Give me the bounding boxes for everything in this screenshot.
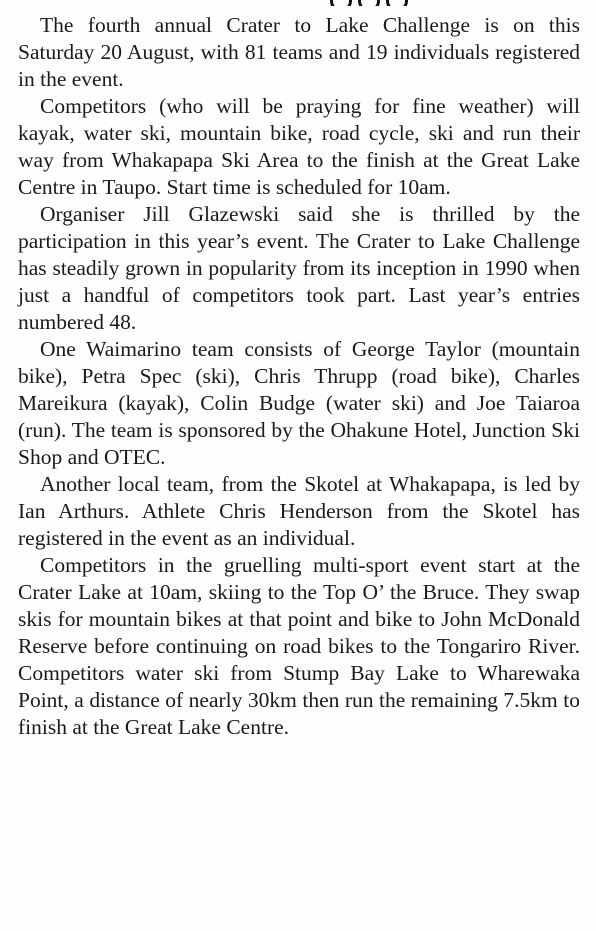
headline-letter-fragment xyxy=(386,0,408,6)
paragraph-disciplines: Competitors (who will be praying for fine weather) will kayak, water ski, mountain bike, road cycle, ski and run their way from Whakapapa Ski Area to the finish at the Great Lake Centre in Taupo. Start time is scheduled for 10am. xyxy=(18,94,580,199)
paragraph-organiser: Organiser Jill Glazewski said she is thrilled by the participation in this year’s event. The Crater to Lake Challenge has steadily grown in popularity from its inception in 1990 when just a handful of competitors took part. Last year’s entries numbered 48. xyxy=(18,202,580,334)
paragraph-course: Competitors in the gruelling multi-sport event start at the Crater Lake at 10am, skiing to the Top O’ the Bruce. They swap skis for mountain bikes at that point and bike to John McDonald Reserve before continuing on road bikes to the Tongariro River. Competitors water ski from Stump Bay Lake to Wharewaka Point, a distance of nearly 30km then run the remaining 7.5km to finish at the Great Lake Centre. xyxy=(18,553,580,739)
headline-letter-fragment xyxy=(358,0,380,6)
paragraph-skotel-team: Another local team, from the Skotel at Whakapapa, is led by Ian Arthurs. Athlete Chris Henderson from the Skotel has registered in the event as an individual. xyxy=(18,472,580,550)
paragraph-intro: The fourth annual Crater to Lake Challenge is on this Saturday 20 August, with 81 teams and 19 individuals registered in the event. xyxy=(18,13,580,91)
cropped-headline-fragment xyxy=(330,0,480,6)
headline-letter-fragment xyxy=(330,0,352,6)
paragraph-waimarino-team: One Waimarino team consists of George Taylor (mountain bike), Petra Spec (ski), Chris Thrupp (road bike), Charles Mareikura (kayak), Colin Budge (water ski) and Joe Taiaroa (run). The team is sponsored by the Ohakune Hotel, Junction Ski Shop and OTEC. xyxy=(18,337,580,469)
article-body xyxy=(18,12,580,741)
